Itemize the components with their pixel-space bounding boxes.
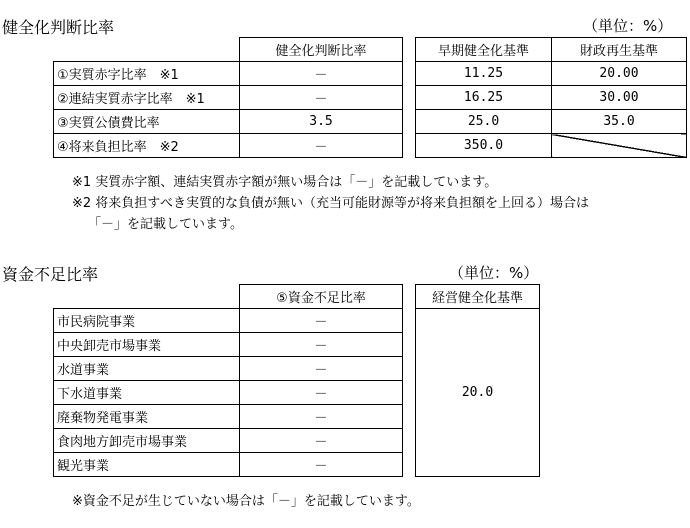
table-header-row	[54, 285, 540, 309]
ratio-value: －	[240, 381, 403, 405]
note-2-continued: 「－」を記載しています。	[88, 217, 243, 232]
row-label: ③実質公債費比率	[54, 110, 240, 134]
ratio-value: －	[240, 309, 403, 333]
row-label: 食肉地方卸売市場事業	[54, 429, 240, 453]
ratio-value: 3.5	[240, 110, 403, 134]
row-label: ①実質赤字比率 ※1	[54, 62, 240, 86]
rebuild-value: 30.00	[552, 86, 687, 110]
header-early-standard: 早期健全化基準	[416, 38, 552, 62]
table-row	[54, 134, 687, 158]
table-row	[54, 309, 540, 333]
rebuild-value: 35.0	[552, 110, 687, 134]
ratio-value: －	[240, 62, 403, 86]
section1-unit: （単位：%）	[583, 17, 673, 35]
header-fund-shortage-ratio: ⑤資金不足比率	[240, 285, 403, 309]
fund-shortage-table	[53, 284, 540, 477]
ratio-value: －	[240, 357, 403, 381]
note-1: ※1 実質赤字額、連結実質赤字額が無い場合は「－」を記載しています。	[72, 175, 498, 190]
header-health-ratio: 健全化判断比率	[240, 38, 403, 62]
rebuild-diagonal-cell	[552, 134, 687, 158]
table-header-row	[54, 38, 687, 62]
early-value: 16.25	[416, 86, 552, 110]
note-fund-shortage: ※資金不足が生じていない場合は「－」を記載しています。	[72, 494, 420, 509]
ratio-value: －	[240, 333, 403, 357]
rebuild-value: 20.00	[552, 62, 687, 86]
row-label: ④将来負担比率 ※2	[54, 134, 240, 158]
row-label: 観光事業	[54, 453, 240, 477]
note-2: ※2 将来負担すべき実質的な負債が無い（充当可能財源等が将来負担額を上回る）場合は	[72, 196, 590, 211]
management-standard-value: 20.0	[416, 309, 540, 477]
section2-title: 資金不足比率	[2, 265, 99, 284]
early-value: 25.0	[416, 110, 552, 134]
early-value: 11.25	[416, 62, 552, 86]
health-ratio-table	[53, 37, 687, 158]
header-rebuild-standard: 財政再生基準	[552, 38, 687, 62]
row-label: 中央卸売市場事業	[54, 333, 240, 357]
row-label: 下水道事業	[54, 381, 240, 405]
section1-title: 健全化判断比率	[2, 18, 115, 37]
row-label: ②連結実質赤字比率 ※1	[54, 86, 240, 110]
early-value: 350.0	[416, 134, 552, 158]
ratio-value: －	[240, 405, 403, 429]
row-label: 水道事業	[54, 357, 240, 381]
ratio-value: －	[240, 86, 403, 110]
table-row	[54, 110, 687, 134]
row-label: 市民病院事業	[54, 309, 240, 333]
table-row	[54, 62, 687, 86]
ratio-value: －	[240, 429, 403, 453]
ratio-value: －	[240, 134, 403, 158]
table-row	[54, 86, 687, 110]
row-label: 廃棄物発電事業	[54, 405, 240, 429]
section2-unit: （単位：%）	[449, 264, 539, 282]
ratio-value: －	[240, 453, 403, 477]
header-management-standard: 経営健全化基準	[416, 285, 540, 309]
